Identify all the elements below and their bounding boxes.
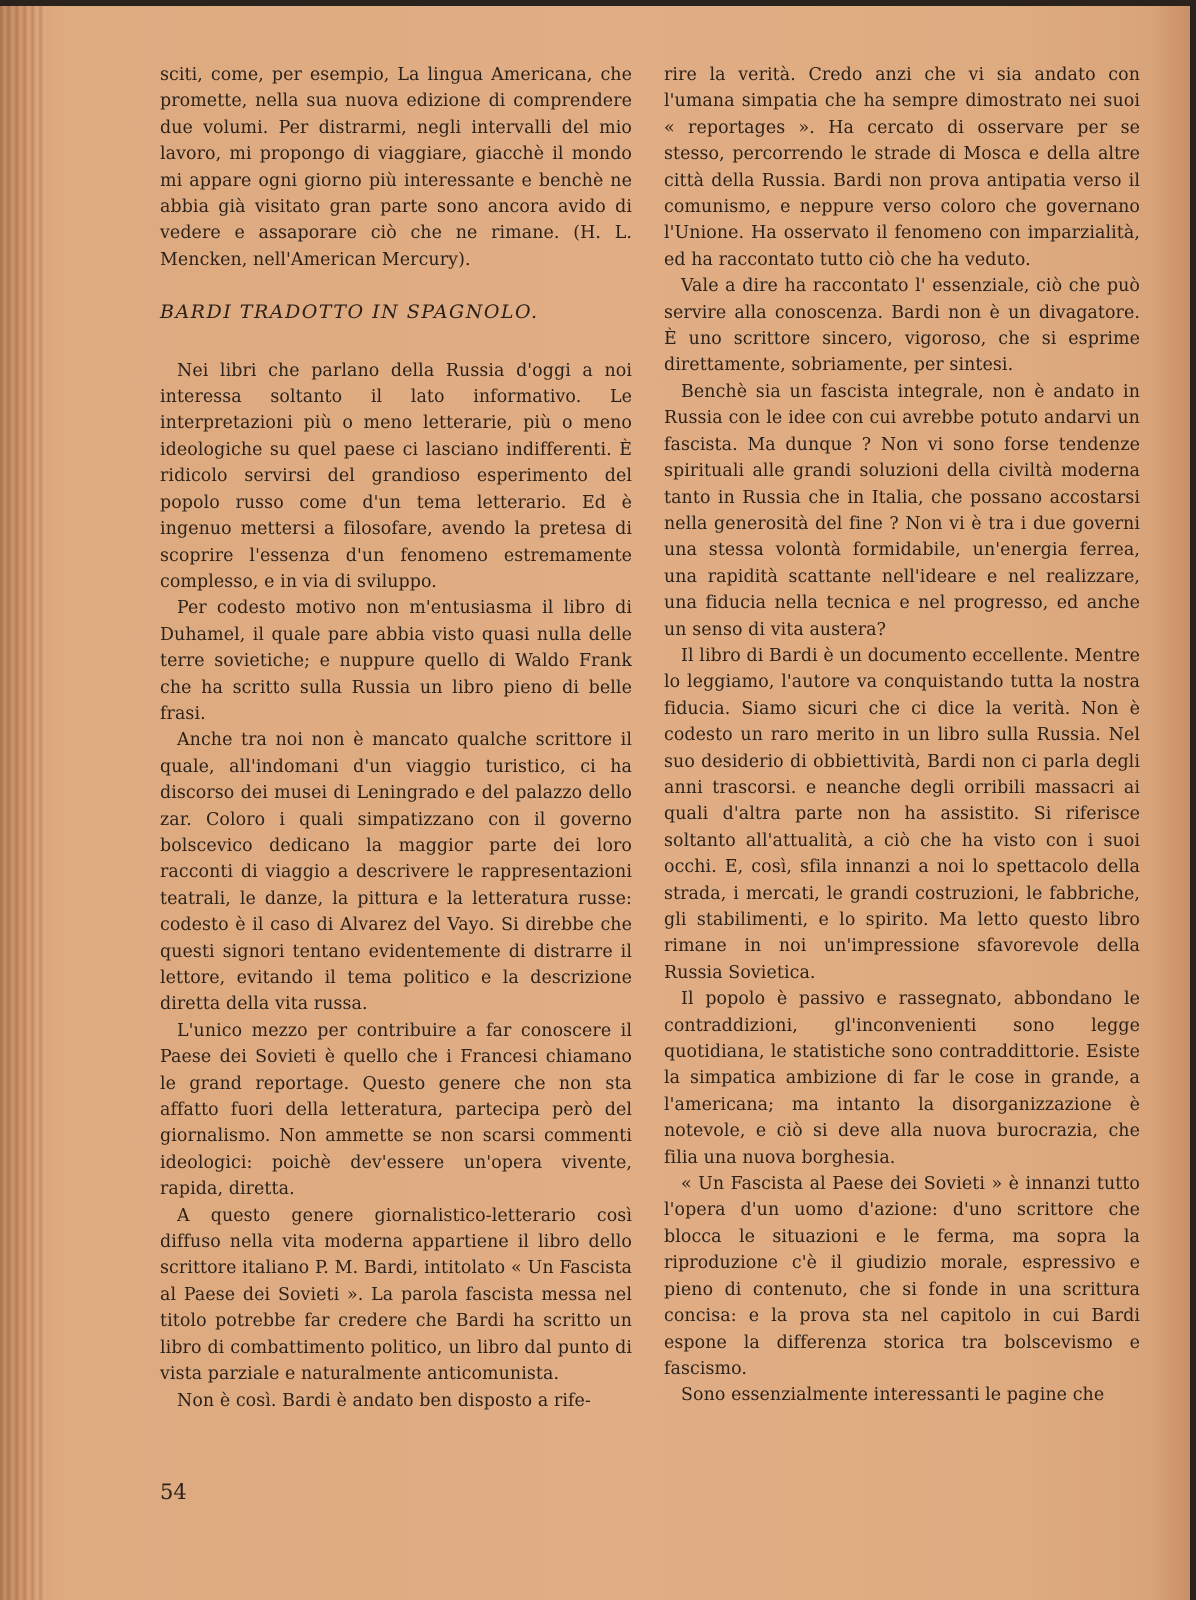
paragraph: A questo genere giornalistico-letterario così diffuso nella vita moderna appartiene il libro dello scrittore italiano P. M. Bardi, intitolato « Un Fascista al Paese dei Sovieti ». La parola fascista messa nel titolo potrebbe far credere che Bardi ha scritto un libro di combattimento politico, un libro dal punto di vista parziale e naturalmente anticomunista. — [160, 1205, 632, 1385]
book-page — [0, 6, 1190, 1600]
paragraph: Il popolo è passivo e rassegnato, abbondano le contraddizioni, gl'inconvenienti sono legge quotidiana, le statistiche sono contraddittorie. Esiste la simpatica ambizione di far le cose in grande, a l'americana; ma intanto la disorganizzazione è notevole, e ciò si deve alla nuova burocrazia, che filia una nuova borghesia. — [664, 989, 1140, 1168]
right-column — [664, 62, 1140, 1409]
page-number: 54 — [160, 1480, 187, 1504]
paragraph: Benchè sia un fascista integrale, non è andato in Russia con le idee con cui avrebbe potuto andarvi un fascista. Ma dunque ? Non vi sono forse tendenze spirituali alle grandi soluzioni della civiltà moderna tanto in Russia che in Italia, che possano accostarsi nella generosità del fine ? Non vi è tra i due governi una stessa volontà formidabile, un'energia ferrea, una rapidità scattante nell'ideare e nel realizzare, una fiducia nella tecnica e nel progresso, ed anche un senso di vita austera? — [664, 381, 1140, 640]
paragraph: Il libro di Bardi è un documento eccellente. Mentre lo leggiamo, l'autore va conquistando tutta la nostra fiducia. Siamo sicuri che ci dice la verità. Non è codesto un raro merito in un libro sulla Russia. Nel suo desiderio di obbiettività, Bardi non ci parla degli anni trascorsi. e neanche degli orribili massacri ai quali d'altra parte non ha assistito. Si riferisce soltanto all'attualità, a ciò che ha visto con i suoi occhi. E, così, sfila innanzi a noi lo spettacolo della strada, i mercati, le grandi costruzioni, le fabbriche, gli stabilimenti, e lo spirito. Ma letto questo libro rimane in noi un'impressione sfavorevole della Russia Sovietica. — [664, 645, 1140, 983]
page-binding-edge — [0, 6, 46, 1600]
paragraph: Vale a dire ha raccontato l' essenziale, ciò che può servire alla conoscenza. Bardi non è un divagatore. È uno scrittore sincero, vigoroso, che si esprime direttamente, sobriamente, per sintesi. — [664, 276, 1140, 376]
paragraph: Sono essenzialmente interessanti le pagine che — [681, 1385, 1105, 1406]
paragraph: Anche tra noi non è mancato qualche scrittore il quale, all'indomani d'un viaggio turistico, ci ha discorso dei musei di Leningrado e del palazzo dello zar. Coloro i quali simpatizzano con il governo bolscevico dedicano la maggior parte dei loro racconti di viaggio a descrivere le rappresentazioni teatrali, le danze, la pittura e la letteratura russe: codesto è il caso di Alvarez del Vayo. Si direbbe che questi signori tentano evidentemente di distrarre il lettore, evitando il tema politico e la descrizione diretta della vita russa. — [160, 730, 632, 1015]
paragraph: « Un Fascista al Paese dei Sovieti » è innanzi tutto l'opera d'un uomo d'azione: d'uno scrittore che blocca le situazioni e le ferma, ma sopra la riproduzione c'è il giudizio morale, espressivo e pieno di contenuto, che si fonde in una scrittura concisa: e la prova sta nel capitolo in cui Bardi espone la differenza storica tra bolscevismo e fascismo. — [664, 1174, 1140, 1379]
paragraph: rire la verità. Credo anzi che vi sia andato con l'umana simpatia che ha sempre dimostrato nei suoi « reportages ». Ha cercato di osservare per se stesso, percorrendo le strade di Mosca e della altre città della Russia. Bardi non prova antipatia verso il comunismo, e neppure verso coloro che governano l'Unione. Ha osservato il fenomeno con imparzialità, ed ha raccontato tutto ciò che ha veduto. — [664, 65, 1140, 270]
paragraph: Nei libri che parlano della Russia d'oggi a noi interessa soltanto il lato informativo. Le interpretazioni più o meno letterarie, più o meno ideologiche su quel paese ci lasciano indifferenti. È ridicolo servirsi del grandioso esperimento del popolo russo come d'un tema letterario. Ed è ingenuo mettersi a filosofare, avendo la pretesa di scoprire l'essenza d'un fenomeno estremamente complesso, e in via di sviluppo. — [160, 360, 632, 592]
paragraph: Per codesto motivo non m'entusiasma il libro di Duhamel, il quale pare abbia visto quasi nulla delle terre sovietiche; e nuppure quello di Waldo Frank che ha scritto sulla Russia un libro pieno di belle frasi. — [160, 598, 632, 724]
paragraph: L'unico mezzo per contribuire a far conoscere il Paese dei Sovieti è quello che i Francesi chiamano le grand reportage. Questo genere che non sta affatto fuori della letteratura, partecipa però del giornalismo. Non ammette se non scarsi commenti ideologici: poichè dev'essere un'opera vivente, rapida, diretta. — [160, 1020, 632, 1200]
left-column — [160, 62, 632, 1414]
paragraph: Non è così. Bardi è andato ben disposto a rife- — [177, 1390, 591, 1411]
section-heading: BARDI TRADOTTO IN SPAGNOLO. — [160, 301, 539, 324]
intro-paragraph: sciti, come, per esempio, La lingua Americana, che promette, nella sua nuova edizione di comprendere due volumi. Per distrarmi, negli intervalli del mio lavoro, mi propongo di viaggiare, giacchè il mondo mi appare ogni giorno più interessante e benchè ne abbia già visitato gran parte sono ancora avido di vedere e assaporare ciò che ne rimane. (H. L. Mencken, nell'American Mercury). — [160, 65, 632, 270]
